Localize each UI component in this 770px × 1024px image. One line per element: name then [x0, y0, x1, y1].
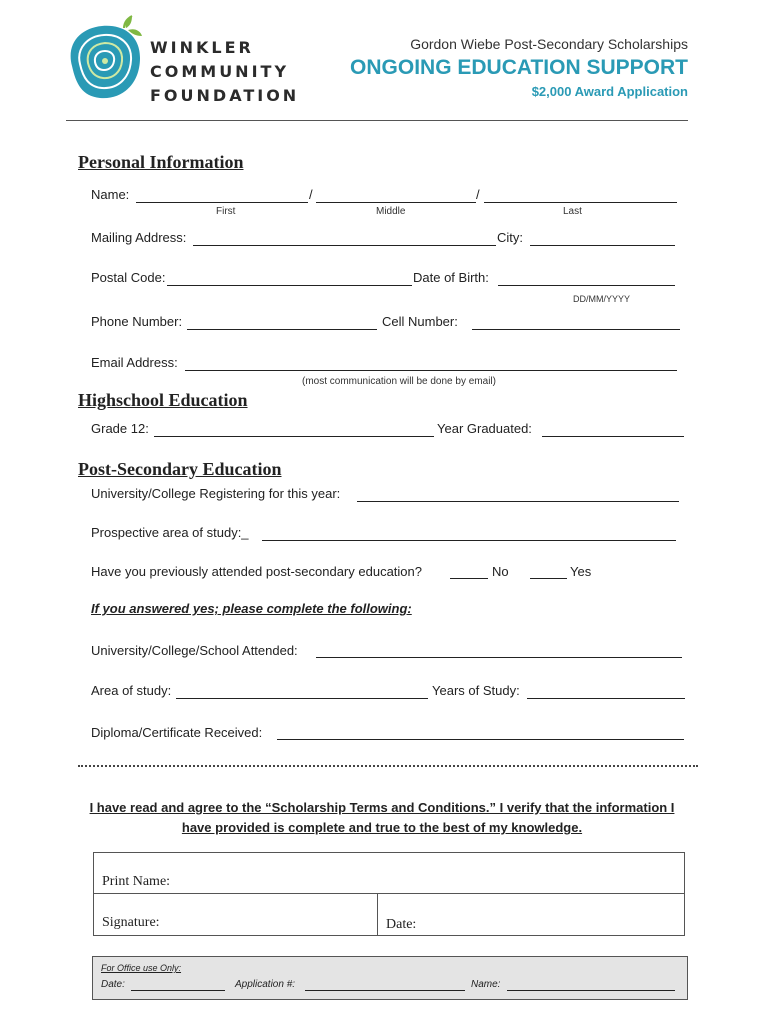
prospective-area-label: Prospective area of study:_ [91, 525, 249, 540]
agreement-line1: I have read and agree to the “Scholarship Terms and Conditions.” I verify that the information I [89, 800, 675, 815]
name-slash-1: / [309, 187, 313, 202]
postal-code-field[interactable] [167, 285, 412, 286]
diploma-field[interactable] [277, 739, 684, 740]
logo-tree-rings-icon [62, 14, 152, 106]
city-label: City: [497, 230, 523, 245]
section-personal-heading: Personal Information [78, 152, 244, 172]
first-name-field[interactable] [136, 202, 308, 203]
area-of-study-label: Area of study: [91, 683, 172, 698]
years-of-study-field[interactable] [527, 698, 685, 699]
dob-format-caption: DD/MM/YYYY [573, 294, 631, 304]
award-subtitle: $2,000 Award Application [531, 84, 688, 99]
postal-code-label: Postal Code: [91, 270, 166, 285]
registering-field[interactable] [357, 501, 679, 502]
phone-label: Phone Number: [91, 314, 183, 329]
name-slash-2: / [476, 187, 480, 202]
print-name-label[interactable]: Print Name: [102, 874, 171, 889]
prospective-area-field[interactable] [262, 540, 676, 541]
org-name-line2: COMMUNITY [150, 62, 290, 81]
office-application-label: Application #: [235, 979, 296, 990]
office-application-field[interactable] [305, 990, 465, 991]
email-note: (most communication will be done by email) [302, 376, 496, 387]
grade12-label: Grade 12: [91, 421, 149, 436]
years-of-study-label: Years of Study: [432, 683, 520, 698]
office-name-label: Name: [471, 979, 501, 990]
office-name-field[interactable] [507, 990, 675, 991]
org-name-line3: FOUNDATION [150, 86, 300, 105]
org-name-line1: WINKLER [150, 38, 254, 57]
phone-field[interactable] [187, 329, 377, 330]
last-caption: Last [563, 206, 582, 217]
grade12-field[interactable] [154, 436, 434, 437]
logo [62, 14, 152, 106]
city-field[interactable] [530, 245, 675, 246]
page-title: ONGOING EDUCATION SUPPORT [350, 56, 688, 79]
registering-label: University/College Registering for this year: [91, 486, 341, 501]
header-divider [66, 120, 688, 121]
cell-field[interactable] [472, 329, 680, 330]
office-date-label: Date: [101, 979, 125, 990]
school-attended-label: University/College/School Attended: [91, 643, 298, 658]
year-graduated-label: Year Graduated: [437, 421, 532, 436]
email-label: Email Address: [91, 355, 178, 370]
if-yes-instruction: If you answered yes; please complete the following: [91, 601, 412, 616]
office-use-box [92, 956, 688, 1000]
office-use-label: For Office use Only: [101, 963, 182, 973]
previous-yes-field[interactable] [530, 578, 567, 579]
mailing-address-label: Mailing Address: [91, 230, 187, 245]
previous-yes-label: Yes [570, 564, 592, 579]
signature-date-label[interactable]: Date: [386, 917, 417, 932]
previous-no-label: No [492, 564, 509, 579]
dotted-separator [78, 765, 698, 767]
email-field[interactable] [185, 370, 677, 371]
middle-name-field[interactable] [316, 202, 476, 203]
office-date-field[interactable] [131, 990, 225, 991]
last-name-field[interactable] [484, 202, 677, 203]
dob-label: Date of Birth: [413, 270, 489, 285]
signature-box-divider [94, 893, 684, 894]
agreement-line2: have provided is complete and true to the best of my knowledge. [181, 820, 583, 835]
signature-box-vdivider [377, 893, 378, 935]
middle-caption: Middle [376, 206, 406, 217]
cell-label: Cell Number: [382, 314, 458, 329]
year-graduated-field[interactable] [542, 436, 684, 437]
agreement-statement [70, 798, 694, 838]
area-of-study-field[interactable] [176, 698, 428, 699]
name-label: Name: [91, 187, 130, 202]
signature-label[interactable]: Signature: [102, 915, 160, 930]
dob-field[interactable] [498, 285, 675, 286]
section-postsecondary-heading: Post-Secondary Education [78, 459, 282, 479]
program-name: Gordon Wiebe Post-Secondary Scholarships [410, 36, 688, 52]
diploma-label: Diploma/Certificate Received: [91, 725, 263, 740]
first-caption: First [216, 206, 236, 217]
school-attended-field[interactable] [316, 657, 682, 658]
section-highschool-heading: Highschool Education [78, 390, 248, 410]
previous-attendance-label: Have you previously attended post-secondary education? [91, 564, 422, 579]
previous-no-field[interactable] [450, 578, 488, 579]
mailing-address-field[interactable] [193, 245, 496, 246]
signature-box [93, 852, 685, 936]
